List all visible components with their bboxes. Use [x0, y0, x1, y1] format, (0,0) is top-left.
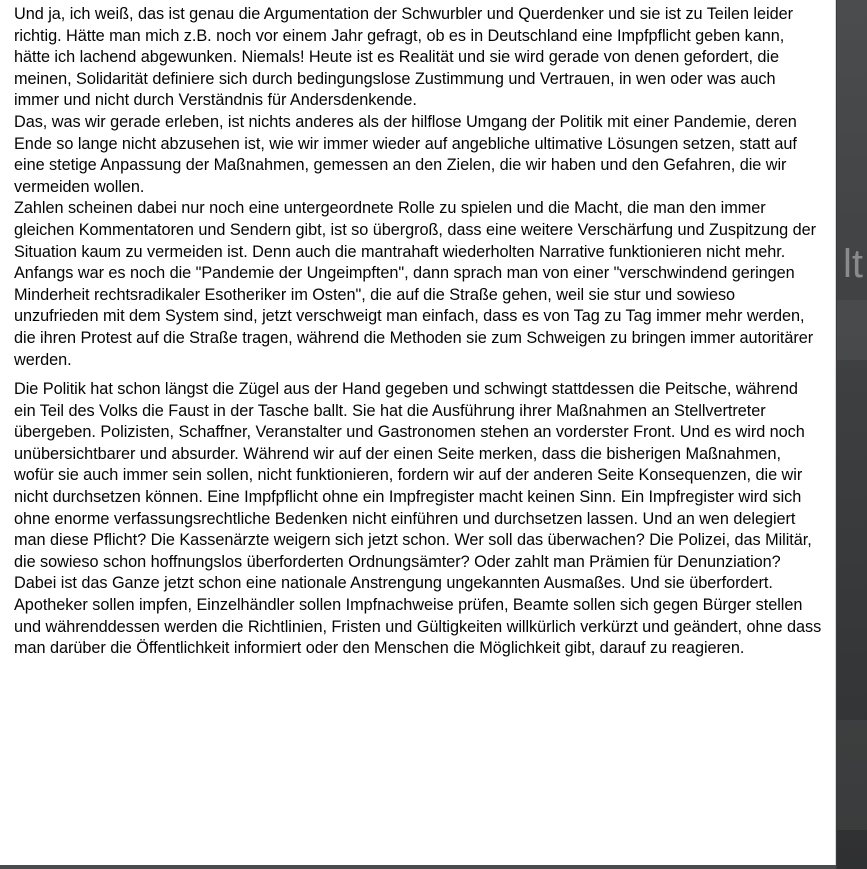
background-page	[837, 0, 867, 869]
background-shape	[837, 720, 867, 830]
post-paragraph-2: Die Politik hat schon längst die Zügel aus der Hand gegeben und schwingt stattdessen die Peitsche, während ein Teil des Volks die Faust in der Tasche ballt. Sie hat die Ausführung ihrer Maßnahmen an Stellvertreter übergeben. Polizisten, Schaffner, Veranstalter und Gastronomen stehen an vorderster Front. Und es wird noch unübersichtbarer und absurder. Während wir auf der einen Seite merken, dass die bisherigen Maßnahmen, wofür sie auch immer sein sollen, nicht funktionieren, fordern wir auf der anderen Seite Konsequenzen, die wir nicht durchsetzen können. Eine Impfpflicht ohne ein Impfregister macht keinen Sinn. Ein Impfregister wird sich ohne enorme verfassungsrechtliche Bedenken nicht einführen und durchsetzen lassen. Und an wen delegiert man diese Pflicht? Die Kassenärzte weigern sich jetzt schon. Wer soll das überwachen? Die Polizei, das Militär, die sowieso schon hoffnungslos überforderten Ordnungsämter? Oder zahlt man Prämien für Denunziation? Dabei ist das Ganze jetzt schon eine nationale Anstrengung ungekannten Ausmaßes. Und sie überfordert. Apotheker sollen impfen, Einzelhändler sollen Impfnachweise prüfen, Beamte sollen sich gegen Bürger stellen und währenddessen werden die Richtlinien, Fristen und Gültigkeiten willkürlich verkürzt und geändert, ohne dass man darüber die Öffentlichkeit informiert oder den Menschen die Möglichkeit gibt, darauf zu reagieren.	[14, 380, 822, 658]
background-shape	[837, 300, 867, 360]
background-text-fragment: lt	[843, 242, 863, 286]
post-paragraph-1: Und ja, ich weiß, das ist genau die Argumentation der Schwurbler und Querdenker und sie ist zu Teilen leider richtig. Hätte man mich z.B. noch vor einem Jahr gefragt, ob es in Deutschland eine Impfpflicht geben kann, hätte ich lachend abgewunken. Niemals! Heute ist es Realität und sie wird gerade von denen gefordert, die meinen, Solidarität definiere sich durch bedingungslose Zustimmung und Vertrauen, in wen oder was auch immer und nicht durch Verständnis für Andersdenkende. Das, was wir gerade erleben, ist nichts anderes als der hilflose Umgang der Politik mit einer Pandemie, deren Ende so lange nicht abzusehen ist, wie wir immer wieder auf angebliche ultimative Lösungen setzen, statt auf eine stetige Anpassung der Maßnahmen, gemessen an den Zielen, die wir haben und den Gefahren, die wir vermeiden wollen. Zahlen scheinen dabei nur noch eine untergeordnete Rolle zu spielen und die Macht, die man den immer gleichen Kommentatoren und Sendern gibt, ist so übergroß, dass eine weitere Verschärfung und Zuspitzung der Situation kaum zu vermeiden ist. Denn auch die mantrahaft wiederholten Narrative funktionieren nicht mehr. Anfangs war es noch die "Pandemie der Ungeimpften", dann sprach man von einer "verschwindend geringen Minderheit rechtsradikaler Esotheriker im Osten", die auf die Straße gehen, weil sie stur und sowieso unzufrieden mit dem System sind, jetzt verschweigt man einfach, dass es von Tag zu Tag immer mehr werden, die ihren Protest auf die Straße tragen, während die Methoden sie zum Schweigen zu bringen immer autoritärer werden.	[14, 5, 816, 369]
card-bottom-divider	[0, 865, 836, 869]
